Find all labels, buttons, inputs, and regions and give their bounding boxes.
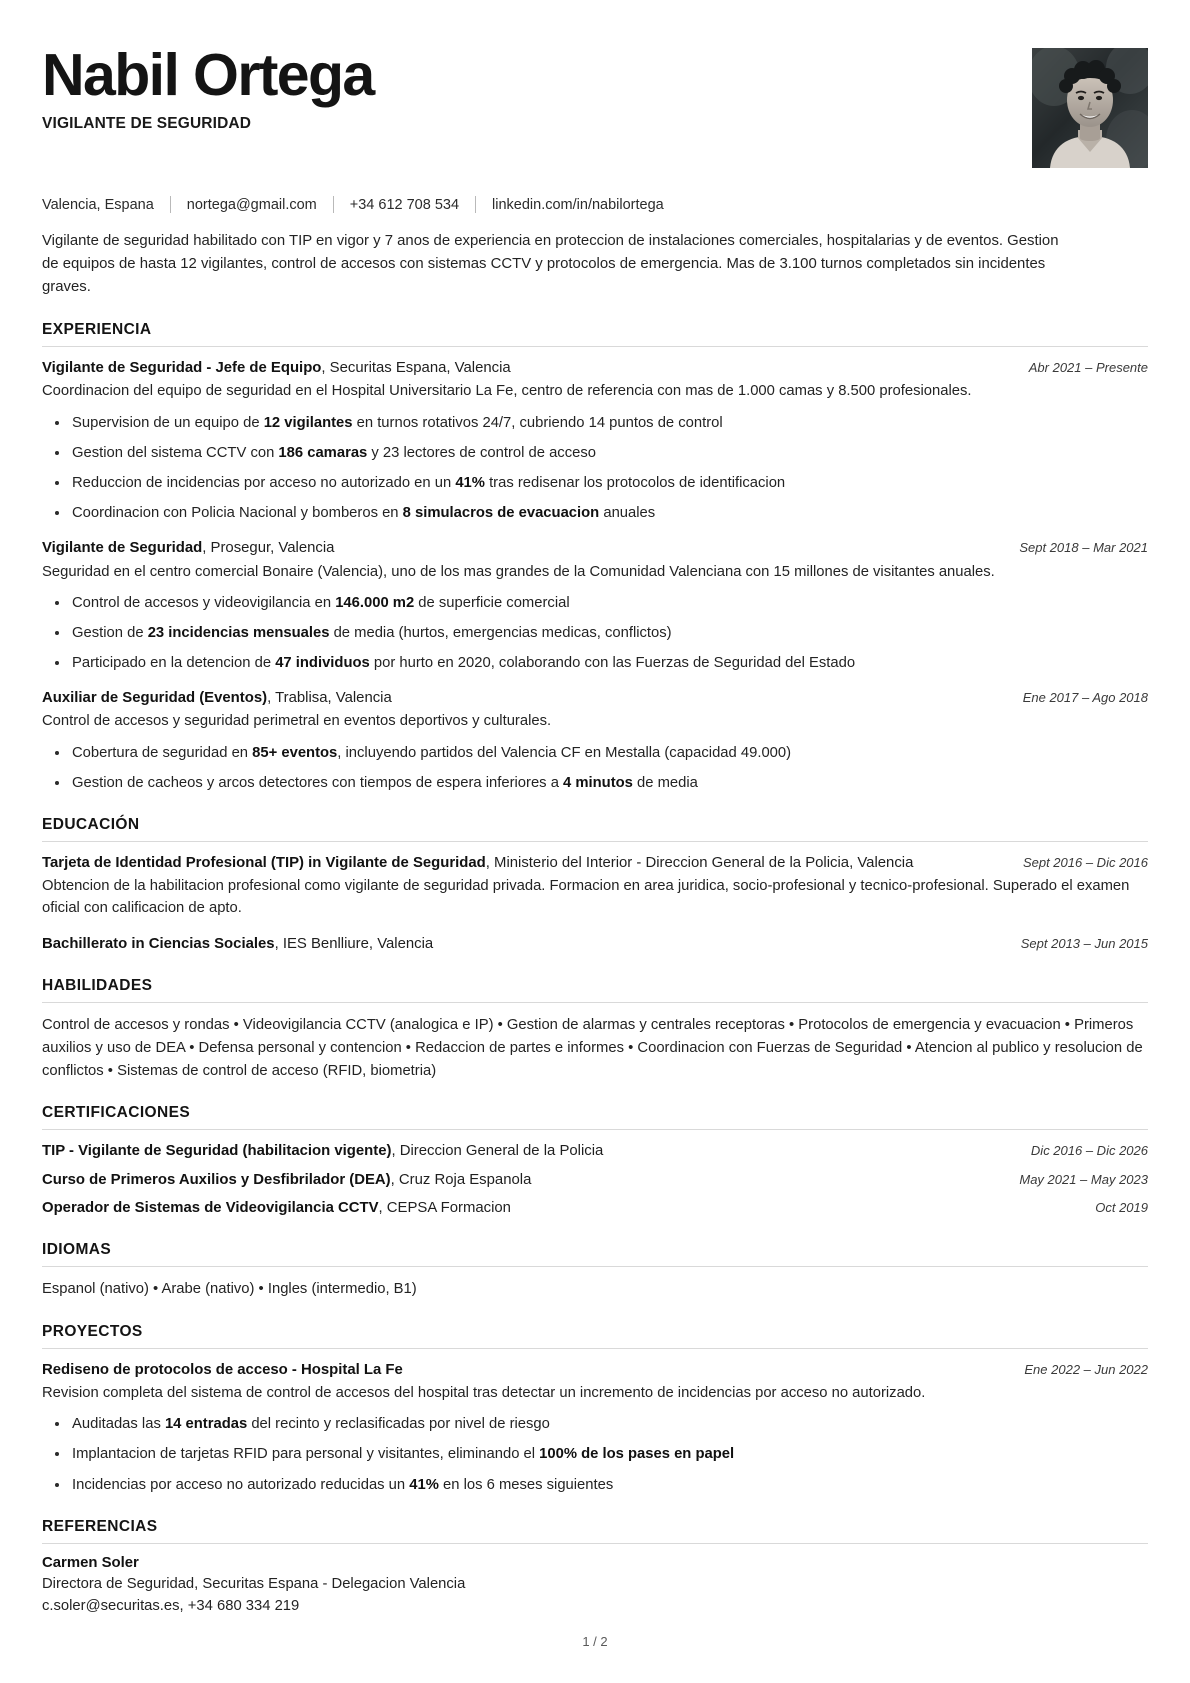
bullet-text: Participado en la detencion de xyxy=(72,655,276,672)
entry-header xyxy=(42,934,1148,955)
bullet-highlight: 146.000 m2 xyxy=(335,594,415,611)
entry-role: Auxiliar de Seguridad (Eventos) xyxy=(42,690,268,707)
certification-name: TIP - Vigilante de Seguridad (habilitacion vigente) xyxy=(42,1143,392,1160)
list-item xyxy=(72,1474,1148,1496)
section-divider xyxy=(42,346,1148,347)
entry-date: Sept 2018 – Mar 2021 xyxy=(1019,540,1148,556)
bullet-text: en turnos rotativos 24/7, cubriendo 14 puntos de control xyxy=(352,414,723,431)
project-entry xyxy=(42,1360,1148,1496)
entry-title xyxy=(42,934,999,955)
entry-role: Vigilante de Seguridad xyxy=(42,540,203,557)
certification-row xyxy=(42,1198,1148,1219)
list-item xyxy=(72,502,1148,524)
section-idiomas xyxy=(42,1241,1148,1301)
certification-row xyxy=(42,1170,1148,1191)
bullet-text: Incidencias por acceso no autorizado reducidas un xyxy=(72,1476,410,1493)
section-divider xyxy=(42,1129,1148,1130)
section-heading: REFERENCIAS xyxy=(42,1517,158,1535)
entry-title xyxy=(42,538,997,559)
list-item xyxy=(72,622,1148,644)
entry-company: , Trablisa, Valencia xyxy=(267,690,392,707)
education-entry xyxy=(42,853,1148,920)
experience-entry xyxy=(42,358,1148,524)
list-item xyxy=(72,472,1148,494)
section-divider xyxy=(42,1348,1148,1349)
section-heading: PROYECTOS xyxy=(42,1322,143,1340)
bullet-text: Implantacion de tarjetas RFID para personal y visitantes, eliminando el xyxy=(72,1446,540,1463)
entry-title xyxy=(42,853,1001,874)
section-heading: EXPERIENCIA xyxy=(42,321,152,339)
entry-description: Control de accesos y seguridad perimetral en eventos deportivos y culturales. xyxy=(42,713,552,730)
bullet-text: Reduccion de incidencias por acceso no autorizado en un xyxy=(72,475,456,491)
contact-divider xyxy=(475,196,476,213)
bullet-highlight: 186 camaras xyxy=(278,444,368,461)
bullet-highlight: 14 entradas xyxy=(164,1416,248,1433)
skills-list: Control de accesos y rondas • Videovigilancia CCTV (analogica e IP) • Gestion de alarmas y centrales receptoras • Protocolos de emergencia y evacuacion • Primeros auxilios y uso de DEA • Defensa personal y contencion • Redaccion de partes e informes • Coordinacion con Fuerzas de Seguridad • Atencion al publico y resolucion de conflictos • Sistemas de control de acceso (RFID, biometria) xyxy=(42,1016,1143,1079)
certification-title xyxy=(42,1170,997,1191)
section-divider xyxy=(42,1002,1148,1003)
list-item xyxy=(72,1413,1148,1435)
certification-issuer: , CEPSA Formacion xyxy=(378,1199,511,1216)
contact-phone[interactable]: +34 612 708 534 xyxy=(349,196,460,213)
entry-header xyxy=(42,358,1148,379)
entry-description: Coordinacion del equipo de seguridad en el Hospital Universitario La Fe, centro de referencia con mas de 1.000 camas y 8.500 profesionales. xyxy=(42,383,972,400)
bullet-text: Auditadas las xyxy=(72,1416,165,1433)
entry-bullets xyxy=(42,1413,1148,1496)
bullet-highlight: 100% de los pases en papel xyxy=(539,1446,735,1463)
bullet-text: anuales xyxy=(599,505,656,522)
avatar xyxy=(1032,48,1148,168)
section-divider xyxy=(42,841,1148,842)
bullet-highlight: 4 minutos xyxy=(563,774,633,791)
section-heading: EDUCACIÓN xyxy=(42,816,140,833)
contact-location: Valencia, Espana xyxy=(42,196,154,213)
section-heading: HABILIDADES xyxy=(42,976,153,994)
header-text-block xyxy=(42,44,1032,133)
section-heading: CERTIFICACIONES xyxy=(42,1104,191,1122)
section-divider xyxy=(42,1543,1148,1544)
bullet-text: tras redisenar los protocolos de identificacion xyxy=(484,475,786,491)
entry-date: Ene 2017 – Ago 2018 xyxy=(1022,690,1148,706)
certification-name: Curso de Primeros Auxilios y Desfibrilador (DEA) xyxy=(42,1171,391,1188)
certification-title xyxy=(42,1141,1009,1162)
entry-bullets xyxy=(42,742,1148,794)
bullet-text: Gestion de cacheos y arcos detectores con tiempos de espera inferiores a xyxy=(72,774,564,791)
entry-description: Obtencion de la habilitacion profesional como vigilante de seguridad privada. Formacion en area juridica, socio-profesional y tecnico-profesional. Superado el examen oficial con calificacion de apto. xyxy=(42,878,1130,917)
reference-role: Directora de Seguridad, Securitas Espana - Delegacion Valencia xyxy=(42,1575,466,1592)
portrait-photo-icon xyxy=(1032,48,1148,168)
certification-issuer: , Direccion General de la Policia xyxy=(391,1143,604,1160)
section-divider xyxy=(42,1266,1148,1267)
section-educacion xyxy=(42,816,1148,955)
list-item xyxy=(72,1443,1148,1465)
bullet-highlight: 12 vigilantes xyxy=(263,414,353,431)
degree-name: Bachillerato in Ciencias Sociales xyxy=(42,935,275,952)
bullet-text: y 23 lectores de control de acceso xyxy=(367,444,596,461)
certification-date: Oct 2019 xyxy=(1095,1199,1148,1215)
section-habilidades xyxy=(42,977,1148,1083)
bullet-text: , incluyendo partidos del Valencia CF en Mestalla (capacidad 49.000) xyxy=(337,744,792,761)
experience-entry xyxy=(42,538,1148,674)
bullet-text: Supervision de un equipo de xyxy=(72,414,264,431)
bullet-text: de superficie comercial xyxy=(414,594,570,611)
list-item xyxy=(72,592,1148,614)
bullet-text: Coordinacion con Policia Nacional y bomberos en xyxy=(72,505,403,522)
certification-title xyxy=(42,1198,1073,1219)
page-title: Nabil Ortega xyxy=(42,42,374,108)
section-referencias xyxy=(42,1518,1148,1617)
bullet-highlight: 47 individuos xyxy=(275,655,370,672)
reference-name: Carmen Soler xyxy=(42,1554,139,1571)
entry-date: Ene 2022 – Jun 2022 xyxy=(1024,1361,1148,1377)
bullet-text: por hurto en 2020, colaborando con las Fuerzas de Seguridad del Estado xyxy=(369,655,856,672)
contact-linkedin[interactable]: linkedin.com/in/nabilortega xyxy=(492,196,664,213)
section-experiencia xyxy=(42,321,1148,794)
bullet-text: de media (hurtos, emergencias medicas, conflictos) xyxy=(329,624,672,641)
certification-date: Dic 2016 – Dic 2026 xyxy=(1030,1143,1148,1159)
experience-entry xyxy=(42,688,1148,794)
entry-company: , Prosegur, Valencia xyxy=(202,540,335,557)
degree-name: Tarjeta de Identidad Profesional (TIP) in Vigilante de Seguridad xyxy=(42,855,486,871)
entry-role: Vigilante de Seguridad - Jefe de Equipo xyxy=(42,360,322,377)
list-item xyxy=(72,442,1148,464)
list-item xyxy=(72,652,1148,674)
entry-header xyxy=(42,688,1148,709)
section-heading: IDIOMAS xyxy=(42,1240,112,1258)
certification-date: May 2021 – May 2023 xyxy=(1019,1171,1148,1187)
page-footer: 1 / 2 xyxy=(582,1634,608,1649)
entry-header xyxy=(42,538,1148,559)
section-proyectos xyxy=(42,1323,1148,1496)
list-item xyxy=(72,412,1148,434)
entry-header xyxy=(42,1360,1148,1381)
professional-summary: Vigilante de seguridad habilitado con TIP en vigor y 7 anos de experiencia en proteccion de instalaciones comerciales, hospitalarias y de eventos. Gestion de equipos de hasta 12 vigilantes, control de accesos con sistemas CCTV y protocolos de emergencia. Mas de 3.100 turnos completados sin incidentes graves. xyxy=(42,233,1059,296)
entry-title xyxy=(42,688,1001,709)
bullet-text: Cobertura de seguridad en xyxy=(72,744,253,761)
bullet-text: del recinto y reclasificadas por nivel de riesgo xyxy=(247,1416,550,1433)
entry-date: Sept 2016 – Dic 2016 xyxy=(1022,855,1148,870)
entry-date: Abr 2021 – Presente xyxy=(1028,360,1148,376)
reference-contact[interactable]: c.soler@securitas.es, +34 680 334 219 xyxy=(42,1597,300,1614)
contact-divider xyxy=(333,196,334,213)
entry-title xyxy=(42,358,1007,379)
bullet-highlight: 23 incidencias mensuales xyxy=(147,624,330,641)
certification-name: Operador de Sistemas de Videovigilancia CCTV xyxy=(42,1199,379,1216)
list-item xyxy=(72,772,1148,794)
entry-date: Sept 2013 – Jun 2015 xyxy=(1020,935,1148,951)
school-name: , Ministerio del Interior - Direccion General de la Policia, Valencia xyxy=(485,855,914,871)
section-certificaciones xyxy=(42,1104,1148,1218)
languages-list: Espanol (nativo) • Arabe (nativo) • Ingles (intermedio, B1) xyxy=(42,1280,417,1297)
bullet-text: en los 6 meses siguientes xyxy=(438,1476,614,1493)
entry-header xyxy=(42,853,1148,874)
entry-bullets xyxy=(42,412,1148,525)
entry-company: , Securitas Espana, Valencia xyxy=(321,360,511,377)
entry-bullets xyxy=(42,592,1148,675)
bullet-text: Gestion de xyxy=(72,624,148,641)
contact-bar xyxy=(42,196,1148,213)
entry-description: Revision completa del sistema de control de accesos del hospital tras detectar un incremento de incidencias por acceso no autorizado. xyxy=(42,1385,926,1401)
project-name: Rediseno de protocolos de acceso - Hospital La Fe xyxy=(42,1361,403,1378)
certification-row xyxy=(42,1141,1148,1162)
certification-issuer: , Cruz Roja Espanola xyxy=(390,1171,532,1188)
job-title: VIGILANTE DE SEGURIDAD xyxy=(42,115,252,132)
bullet-highlight: 85+ eventos xyxy=(252,744,338,761)
school-name: , IES Benlliure, Valencia xyxy=(274,935,434,952)
bullet-highlight: 8 simulacros de evacuacion xyxy=(402,505,600,522)
list-item xyxy=(72,742,1148,764)
entry-description: Seguridad en el centro comercial Bonaire (Valencia), uno de los mas grandes de la Comunidad Valenciana con 15 millones de visitantes anuales. xyxy=(42,563,995,580)
education-entry xyxy=(42,934,1148,955)
bullet-text: de media xyxy=(632,774,698,791)
contact-email[interactable]: nortega@gmail.com xyxy=(186,196,317,213)
bullet-text: Gestion del sistema CCTV con xyxy=(72,444,279,461)
contact-divider xyxy=(170,196,171,213)
bullet-highlight: 41% xyxy=(455,475,485,491)
entry-title xyxy=(42,1360,1002,1381)
resume-header xyxy=(42,44,1148,168)
bullet-highlight: 41% xyxy=(409,1476,439,1493)
bullet-text: Control de accesos y videovigilancia en xyxy=(72,594,336,611)
